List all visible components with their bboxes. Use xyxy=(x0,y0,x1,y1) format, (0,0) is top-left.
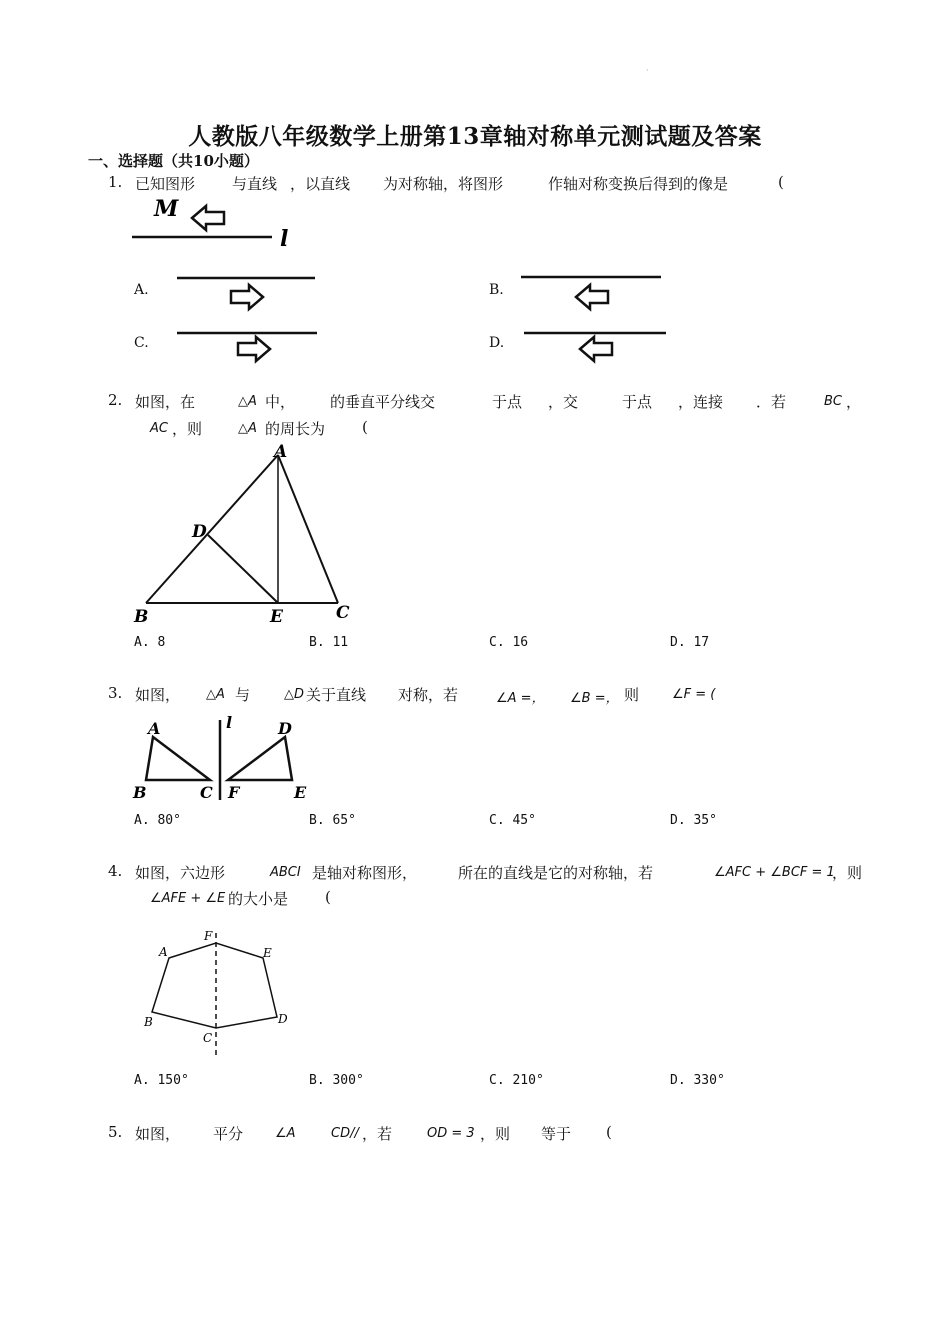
q1-text-5: 作轴对称变换后得到的像是 xyxy=(548,175,729,193)
q2-option-b[interactable]: B. 11 xyxy=(309,635,349,650)
right-arrow-icon xyxy=(231,285,263,309)
q3-number: 3. xyxy=(108,684,123,702)
q5-paren: ( xyxy=(606,1123,612,1141)
q3-label-l: l xyxy=(226,713,233,732)
q4-option-d[interactable]: D. 330° xyxy=(670,1073,725,1088)
q5-math-3: OD = 3 xyxy=(427,1126,475,1141)
q1-paren: ( xyxy=(778,173,784,191)
q2-option-d[interactable]: D. 17 xyxy=(670,635,710,650)
q2-label-d: D xyxy=(192,522,207,542)
q3-text-1: 如图， xyxy=(135,686,181,704)
q4-label-c: C xyxy=(203,1031,213,1045)
q1-text-3: ，以直线 xyxy=(290,175,351,193)
q3-label-c: C xyxy=(200,783,213,802)
q5-text-4: ，则 xyxy=(480,1125,511,1143)
q5-text-3: ，若 xyxy=(362,1125,393,1143)
q1-option-d-label[interactable]: D. xyxy=(489,335,505,351)
q3-option-d[interactable]: D. 35° xyxy=(670,813,717,828)
q4-text-3: 所在的直线是它的对称轴，若 xyxy=(458,864,654,882)
q2-text-4: 于点 xyxy=(492,393,523,411)
q2-math-3: AC xyxy=(150,421,168,436)
q2-text-3: 的垂直平分线交 xyxy=(330,393,436,411)
q2-text-1: 如图，在 xyxy=(135,393,196,411)
q1-option-b-label[interactable]: B. xyxy=(489,282,504,298)
q4-text-5: 的大小是 xyxy=(228,890,289,908)
q2-math-4: △A xyxy=(238,421,257,436)
stray-dot: · xyxy=(646,66,649,75)
q3-text-2: 与 xyxy=(235,686,251,704)
q3-label-b: B xyxy=(133,783,147,802)
q3-math-5: ∠F = ( xyxy=(672,687,716,702)
q4-option-a[interactable]: A. 150° xyxy=(134,1073,189,1088)
q4-number: 4. xyxy=(108,862,123,880)
q4-text-2: 是轴对称图形， xyxy=(312,864,418,882)
q5-text-2: 平分 xyxy=(213,1125,244,1143)
section-heading: 一、选择题（共10小题） xyxy=(88,152,259,170)
q4-math-2: ∠AFC + ∠BCF = 1 xyxy=(714,865,835,880)
q4-text-1: 如图，六边形 xyxy=(135,864,226,882)
q4-paren: ( xyxy=(325,888,331,906)
q4-label-a: A xyxy=(159,945,168,959)
q4-label-f: F xyxy=(204,929,213,943)
q4-text-4: ，则 xyxy=(832,864,863,882)
q1-option-b-figure[interactable] xyxy=(514,270,664,315)
right-arrow-icon xyxy=(238,337,270,361)
q2-text-5: ，交 xyxy=(548,393,579,411)
q1-option-c-label[interactable]: C. xyxy=(134,335,149,351)
q3-label-a: A xyxy=(148,719,161,738)
q2-text-6: 于点 xyxy=(622,393,653,411)
q3-math-2: △D xyxy=(284,687,305,702)
q2-text-10: ，则 xyxy=(172,420,203,438)
q4-label-b: B xyxy=(144,1015,153,1029)
q5-math-1: ∠A xyxy=(275,1126,296,1141)
q3-option-c[interactable]: C. 45° xyxy=(489,813,536,828)
q3-label-d: D xyxy=(278,719,292,738)
q2-number: 2. xyxy=(108,391,123,409)
q2-text-8: ．若 xyxy=(756,393,787,411)
q4-math-3: ∠AFE + ∠E xyxy=(150,891,226,906)
q1-text-1: 已知图形 xyxy=(135,175,196,193)
q5-text-5: 等于 xyxy=(541,1125,572,1143)
q3-option-b[interactable]: B. 65° xyxy=(309,813,356,828)
q3-text-4: 对称，若 xyxy=(398,686,459,704)
q2-figure xyxy=(128,440,358,630)
q1-text-2: 与直线 xyxy=(232,175,278,193)
q1-number: 1. xyxy=(108,173,123,191)
q3-figure xyxy=(128,712,318,804)
q1-option-c-figure[interactable] xyxy=(170,322,320,367)
q4-figure xyxy=(128,925,308,1060)
q2-paren: ( xyxy=(362,418,368,436)
q4-math-1: ABCI xyxy=(270,865,301,880)
q1-label-l: l xyxy=(280,226,289,252)
q2-label-c: C xyxy=(336,603,350,623)
page-title: 人教版八年级数学上册第13章轴对称单元测试题及答案 xyxy=(188,123,762,150)
q2-math-2: BC xyxy=(824,394,842,409)
q3-math-1: △A xyxy=(206,687,225,702)
q3-option-a[interactable]: A. 80° xyxy=(134,813,181,828)
left-arrow-icon xyxy=(576,285,608,309)
q2-option-a[interactable]: A. 8 xyxy=(134,635,166,650)
q2-label-e: E xyxy=(270,607,283,627)
left-arrow-icon xyxy=(580,337,612,361)
q2-label-b: B xyxy=(134,607,149,627)
q5-math-2: CD// xyxy=(331,1126,359,1141)
q2-math-1: △A xyxy=(238,394,257,409)
q1-option-d-figure[interactable] xyxy=(514,322,669,367)
q4-option-c[interactable]: C. 210° xyxy=(489,1073,544,1088)
q2-option-c[interactable]: C. 16 xyxy=(489,635,529,650)
q1-label-m: M xyxy=(154,196,179,222)
q3-label-e: E xyxy=(294,783,307,802)
q2-label-a: A xyxy=(274,442,288,462)
q3-text-3: 关于直线 xyxy=(306,686,367,704)
q1-figure xyxy=(128,192,303,262)
q4-label-d: D xyxy=(278,1012,288,1026)
q1-option-a-label[interactable]: A. xyxy=(134,282,149,298)
q2-text-2: 中， xyxy=(265,393,296,411)
q3-math-3: ∠A =， xyxy=(496,691,545,706)
q4-label-e: E xyxy=(263,946,272,960)
q2-text-9: ， xyxy=(846,393,862,411)
q3-math-4: ∠B =， xyxy=(570,691,619,706)
q5-text-1: 如图， xyxy=(135,1125,181,1143)
q1-option-a-figure[interactable] xyxy=(170,270,320,315)
q2-text-7: ，连接 xyxy=(678,393,724,411)
q2-text-11: 的周长为 xyxy=(265,420,326,438)
q1-text-4: 为对称轴，将图形 xyxy=(383,175,504,193)
q5-number: 5. xyxy=(108,1123,123,1141)
q3-label-f: F xyxy=(228,783,240,802)
left-arrow-icon xyxy=(192,206,224,230)
q3-text-5: 则 xyxy=(624,686,640,704)
q4-option-b[interactable]: B. 300° xyxy=(309,1073,364,1088)
